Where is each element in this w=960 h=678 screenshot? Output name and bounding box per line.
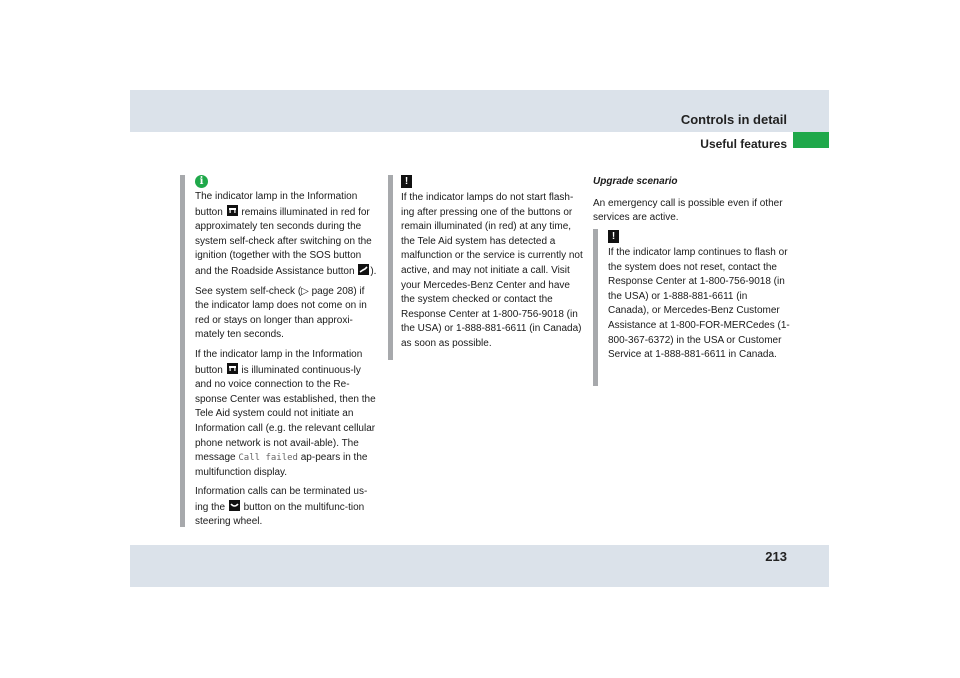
warning-icon: !: [608, 230, 619, 243]
info-paragraph-2: See system self-check (▷ page 208) if the indicator lamp does not come on in red or stays on longer than approxi-mately ten seconds.: [195, 285, 367, 341]
warning-text-2: If the indicator lamp continues to flash or the system does not reset, contact the Response Center at 1-800-756-9018 (in the USA) or 1-888-881-6611 (in Canada), or Mercedes-Benz Customer Assistance at 1-800-FOR-MERCedes (1-800-367-6372) in the USA or Customer Service at 1-888-881-6611 in Canada.: [608, 247, 790, 361]
warning-note-2: [608, 230, 791, 368]
section-subtitle: Useful features: [700, 137, 787, 151]
warning-bar: [388, 175, 393, 360]
end-call-button-icon: [229, 500, 240, 511]
warning-note: [401, 175, 583, 357]
warning-bar-2: [593, 229, 598, 386]
section-tab-marker: [793, 132, 829, 148]
call-failed-message: Call failed: [238, 453, 298, 464]
info-paragraph-3: If the indicator lamp in the Information button is illuminated continuous-ly and no voice connection to the Re-sponse Center was established, then the Tele Aid system could not initiate an Information call (e.g. the relevant cellular phone network is not avail-able). The message Call failed ap-pears in the multifunction display.: [195, 348, 376, 478]
header-band: [130, 90, 829, 132]
upgrade-scenario-heading: Upgrade scenario: [593, 176, 678, 187]
information-button-icon: [227, 205, 238, 216]
upgrade-section: [593, 175, 793, 231]
footer-band: [130, 545, 829, 587]
info-paragraph-4: Information calls can be terminated us-ing the button on the multifunc-tion steering wheel.: [195, 486, 368, 528]
page-number: 213: [765, 549, 787, 564]
note-bar: [180, 175, 185, 527]
roadside-assistance-button-icon: [358, 264, 369, 275]
warning-icon: !: [401, 175, 412, 188]
warning-text: If the indicator lamps do not start flash-ing after pressing one of the buttons or remain illuminated (in red) at any time, the Tele Aid system has detected a malfunction or the service is currently not active, and may not initiate a call. Visit your Mercedes-Benz Center and have the system checked or contact the Response Center at 1-800-756-9018 (in the USA) or 1-888-881-6611 (in Canada) as soon as possible.: [401, 192, 583, 349]
section-title: Controls in detail: [680, 112, 787, 127]
upgrade-intro: An emergency call is possible even if other services are active.: [593, 197, 783, 224]
information-button-icon: [227, 363, 238, 374]
info-paragraph-1: The indicator lamp in the Information button remains illuminated in red for approximately ten seconds during the system self-check after switching on the ignition (together with the SOS button and the Roadside Assistance button ).: [195, 191, 377, 277]
info-icon: i: [195, 175, 208, 188]
info-note: [195, 175, 378, 535]
